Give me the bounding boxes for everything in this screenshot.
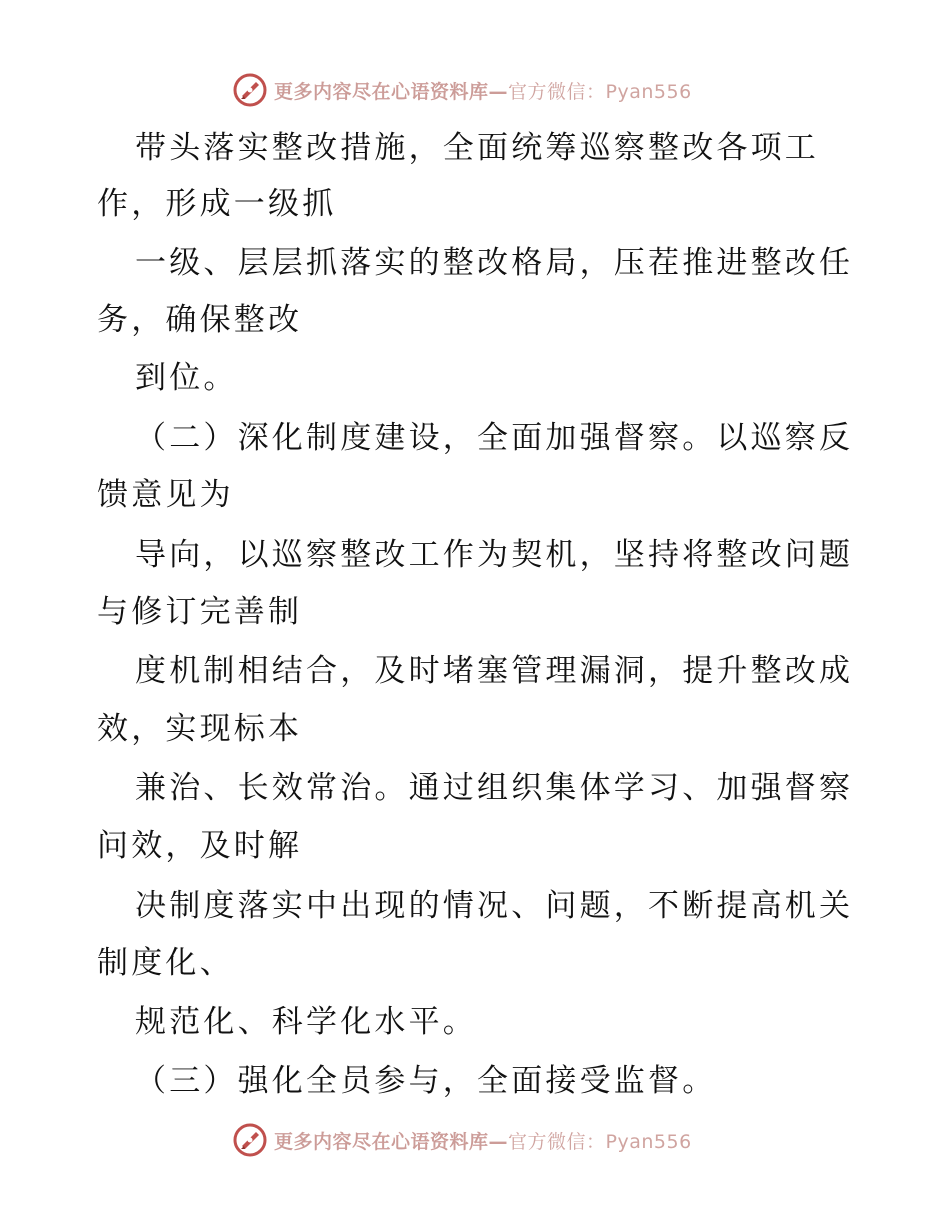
watermark-dash: — <box>488 80 509 103</box>
paragraph-line: 决制度落实中出现的情况、问题，不断提高机关 <box>135 888 854 924</box>
paragraph-line: 导向，以巡察整改工作为契机，坚持将整改问题 <box>135 537 854 573</box>
watermark-site-text: 更多内容尽在心语资料库 <box>274 1130 489 1153</box>
watermark-wechat-label: 官方微信： <box>508 80 606 103</box>
paragraph-line: 兼治、长效常治。通过组织集体学习、加强督察 <box>135 770 854 806</box>
paragraph-line: 效，实现标本 <box>97 711 303 747</box>
paragraph-line: 与修订完善制 <box>97 594 303 630</box>
paragraph-line: 作，形成一级抓 <box>97 186 337 222</box>
paragraph-line: （三）强化全员参与，全面接受监督。 <box>135 1063 717 1099</box>
watermark-wechat-id: Pyan556 <box>605 1130 692 1153</box>
paragraph-line: 到位。 <box>135 360 238 396</box>
paragraph-line: 度机制相结合，及时堵塞管理漏洞，提升整改成 <box>135 653 854 689</box>
watermark-banner-bottom <box>232 1120 692 1160</box>
paragraph-line: 规范化、科学化水平。 <box>135 1004 477 1040</box>
watermark-text <box>274 1127 692 1154</box>
brand-logo-icon <box>232 1122 268 1158</box>
paragraph-line: 一级、层层抓落实的整改格局，压茬推进整改任 <box>135 245 854 281</box>
paragraph-line: 馈意见为 <box>97 477 234 513</box>
watermark-wechat-label: 官方微信： <box>508 1130 606 1153</box>
watermark-wechat-id: Pyan556 <box>605 80 692 103</box>
watermark-dash: — <box>488 1130 509 1153</box>
paragraph-line: 问效，及时解 <box>97 828 303 864</box>
paragraph-line: 务，确保整改 <box>97 302 303 338</box>
paragraph-line: 带头落实整改措施，全面统筹巡察整改各项工 <box>135 130 819 166</box>
watermark-site-text: 更多内容尽在心语资料库 <box>274 80 489 103</box>
paragraph-line: 制度化、 <box>97 945 234 981</box>
paragraph-line: （二）深化制度建设，全面加强督察。以巡察反 <box>135 420 854 456</box>
